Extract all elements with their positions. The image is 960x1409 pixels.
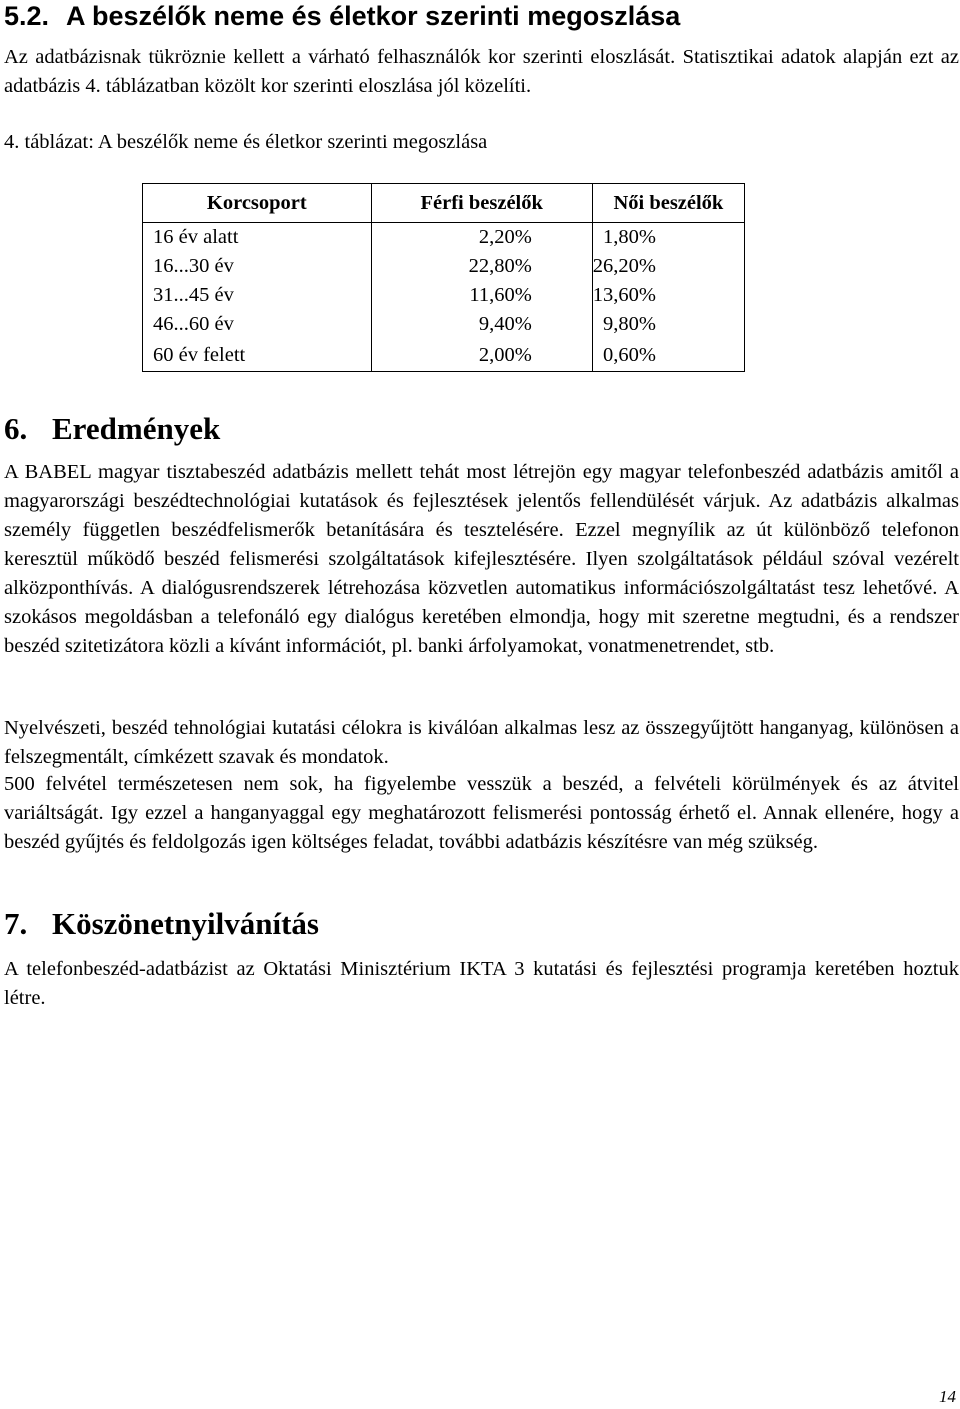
section-7-heading — [4, 905, 319, 943]
header-male: Férfi beszélők — [371, 184, 592, 223]
header-age-group: Korcsoport — [143, 184, 372, 223]
section-title: Eredmények — [52, 411, 221, 446]
section-5-2-heading — [4, 0, 680, 32]
cell-age-group: 16...30 év — [143, 252, 372, 281]
table-header-row — [143, 184, 745, 223]
cell-age-group: 46...60 év — [143, 310, 372, 339]
header-female: Női beszélők — [592, 184, 744, 223]
table-row — [143, 281, 745, 310]
cell-age-group: 60 év felett — [143, 339, 372, 372]
section-title: A beszélők neme és életkor szerinti megoszlása — [66, 1, 681, 31]
cell-male: 9,40% — [371, 310, 592, 339]
results-paragraph-2: Nyelvészeti, beszéd tehnológiai kutatási célokra is kiválóan alkalmas lesz az összegyűjtött hanganyag, különösen a felszegmentált, címkézett szavak és mondatok. — [4, 717, 959, 768]
table-row — [143, 223, 745, 253]
table-row — [143, 339, 745, 372]
cell-male: 22,80% — [371, 252, 592, 281]
cell-female: 26,20% — [592, 252, 744, 281]
table-row — [143, 310, 745, 339]
cell-male: 2,00% — [371, 339, 592, 372]
results-paragraph-3: 500 felvétel természetesen nem sok, ha figyelembe vesszük a beszéd, a felvételi körülmények és az átvitel variáltságát. Igy ezzel a hanganyaggal egy meghatározott felismerési pontosság érhető el. Annak ellenére, hogy a beszéd gyűjtés és feldolgozás igen költséges feladat, további adatbázis készítésre van még szükség. — [4, 773, 959, 853]
cell-female: 13,60% — [592, 281, 744, 310]
cell-male: 11,60% — [371, 281, 592, 310]
page-number: 14 — [939, 1387, 956, 1406]
results-paragraph-1: A BABEL magyar tisztabeszéd adatbázis mellett tehát most létrejön egy magyar telefonbeszéd adatbázis amitől a magyarországi beszédtechnológiai kutatások és fejlesztések jelentős fellendülését várjuk. Az adatbázis alkalmas személy független beszédfelismerők betanítására és tesztelésére. Ezzel megnyílik az út különböző telefonon keresztül működő beszéd felismerési szolgáltatások kifejlesztésére. Ilyen szolgáltatások például szóval vezérelt alközponthívás. A dialógusrendszerek létrehozása közvetlen automatikus információszolgáltatást tesz lehetővé. A szokásos megoldásban a telefonáló egy dialógus keretében elmondja, hogy mit szeretne megtudni, és a rendszer beszéd szitetizátora közli a kívánt információt, pl. banki árfolyamokat, vonatmenetrendet, stb. — [4, 461, 959, 657]
section-number: 5.2. — [4, 1, 50, 31]
section-number: 6. — [4, 411, 28, 446]
acknowledgement-paragraph: A telefonbeszéd-adatbázist az Oktatási Minisztérium IKTA 3 kutatási és fejlesztési programja keretében hoztuk létre. — [4, 958, 959, 1009]
cell-female: 1,80% — [592, 223, 744, 253]
section-title: Köszönetnyilvánítás — [52, 906, 319, 941]
cell-age-group: 16 év alatt — [143, 223, 372, 253]
cell-age-group: 31...45 év — [143, 281, 372, 310]
table-row — [143, 252, 745, 281]
intro-paragraph: Az adatbázisnak tükröznie kellett a várható felhasználók kor szerinti eloszlását. Statisztikai adatok alapján ezt az adatbázis 4. táblázatban közölt kor szerinti eloszlása jól közelíti. — [4, 46, 959, 97]
age-gender-table — [142, 183, 745, 372]
table-caption: 4. táblázat: A beszélők neme és életkor szerinti megoszlása — [4, 131, 488, 153]
section-number: 7. — [4, 906, 28, 941]
cell-male: 2,20% — [371, 223, 592, 253]
section-6-heading — [4, 410, 220, 448]
cell-female: 9,80% — [592, 310, 744, 339]
cell-female: 0,60% — [592, 339, 744, 372]
